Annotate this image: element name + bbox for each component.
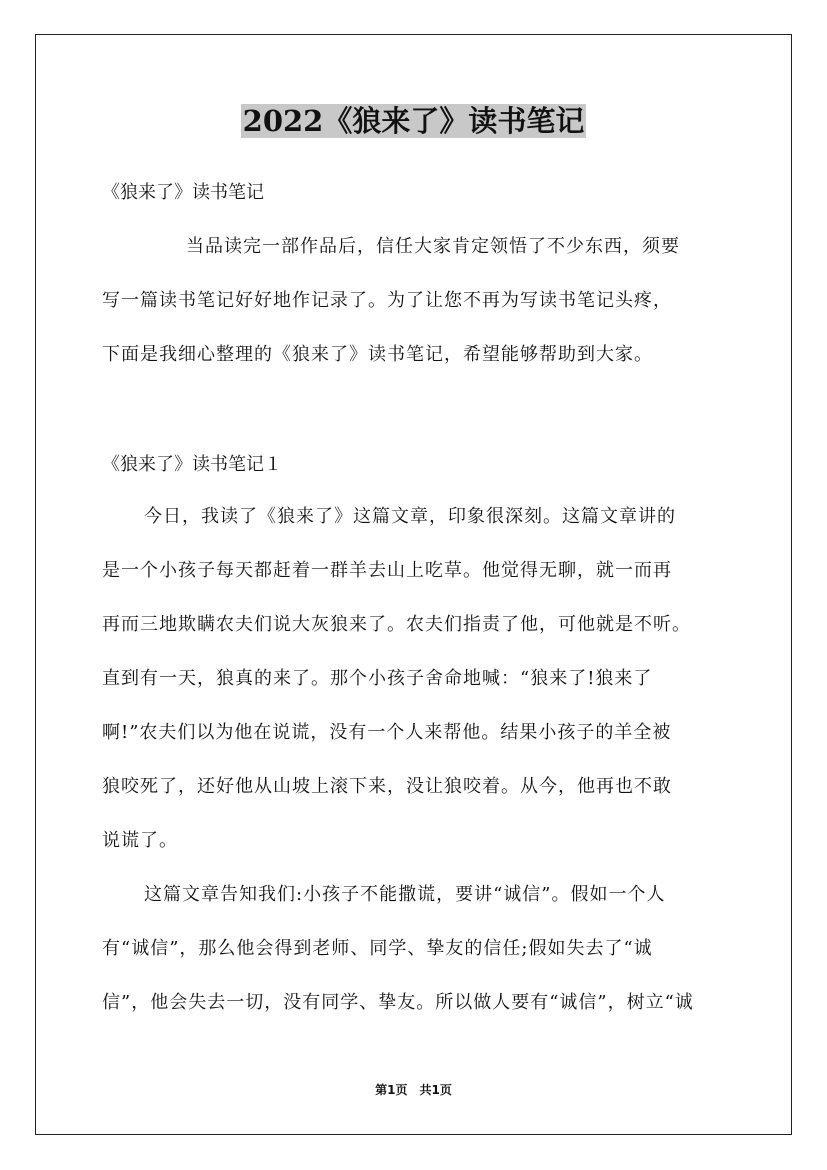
intro-line-3: 下面是我细心整理的《狼来了》读书笔记，希望能够帮助到大家。 <box>102 344 653 365</box>
document-title <box>0 100 827 142</box>
para1-line-4: 直到有一天，狼真的来了。那个小孩子舍命地喊：“狼来了!狼来了 <box>102 668 653 689</box>
page-footer: 第1页 共1页 <box>375 1083 452 1097</box>
paragraph-2 <box>102 868 732 1030</box>
para2-line-2: 有“诚信”，那么他会得到老师、同学、挚友的信任;假如失去了“诚 <box>102 938 653 959</box>
intro-line-2: 写一篇读书笔记好好地作记录了。为了让您不再为写读书笔记头疼， <box>102 290 672 311</box>
para1-line-3: 再而三地欺瞒农夫们说大灰狼来了。农夫们指责了他，可他就是不听。 <box>102 614 691 635</box>
para2-line-1: 这篇文章告知我们:小孩子不能撒谎，要讲“诚信”。假如一个人 <box>144 884 666 905</box>
para1-line-2: 是一个小孩子每天都赶着一群羊去山上吃草。他觉得无聊，就一而再 <box>102 560 672 581</box>
intro-paragraph <box>102 220 732 382</box>
intro-line-1: 当品读完一部作品后，信任大家肯定领悟了不少东西，须要 <box>186 236 680 257</box>
paragraph-1 <box>102 490 732 868</box>
document-subtitle: 《狼来了》读书笔记 <box>102 182 264 203</box>
document-title-text: 2022《狼来了》读书笔记 <box>242 104 585 138</box>
para2-line-3: 信”，他会失去一切，没有同学、挚友。所以做人要有“诚信”，树立“诚 <box>102 992 694 1013</box>
para1-line-1: 今日，我读了《狼来了》这篇文章，印象很深刻。这篇文章讲的 <box>144 506 676 527</box>
section-heading: 《狼来了》读书笔记１ <box>102 454 282 475</box>
para1-line-6: 狼咬死了，还好他从山坡上滚下来，没让狼咬着。从今，他再也不敢 <box>102 776 672 797</box>
para1-line-7: 说谎了。 <box>102 830 178 851</box>
para1-line-5: 啊!”农夫们以为他在说谎，没有一个人来帮他。结果小孩子的羊全被 <box>102 722 672 743</box>
